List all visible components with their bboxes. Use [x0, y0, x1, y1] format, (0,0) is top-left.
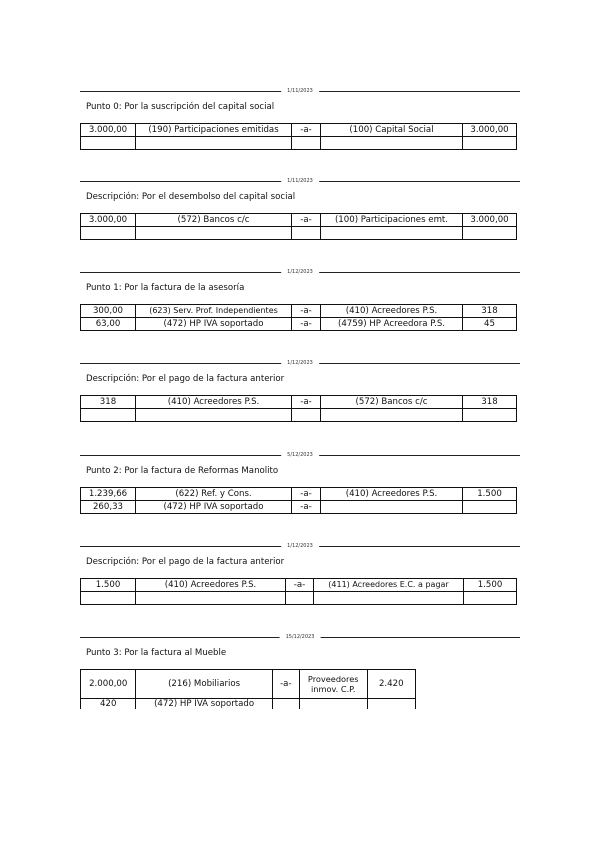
credit-account: (100) Capital Social [321, 124, 463, 137]
table-row [81, 214, 517, 227]
credit-amount [463, 227, 517, 240]
credit-amount: 2.420 [367, 670, 415, 699]
entry-table [80, 395, 517, 422]
debit-account: (410) Acreedores P.S. [136, 396, 292, 409]
entry-description: Punto 2: Por la factura de Reformas Manolito [86, 466, 279, 476]
credit-account: (572) Bancos c/c [321, 396, 463, 409]
credit-amount [463, 501, 517, 514]
debit-amount: 260,33 [81, 501, 136, 514]
entry-description: Punto 3: Por la factura al Mueble [86, 648, 227, 658]
a-separator: -a- [292, 318, 321, 331]
debit-amount: 3.000,00 [81, 124, 136, 137]
a-separator [292, 409, 321, 422]
entry-description: Descripción: Por el pago de la factura anterior [86, 557, 285, 567]
entry-description: Descripción: Por el pago de la factura anterior [86, 374, 285, 384]
debit-account: (622) Ref. y Cons. [136, 488, 292, 501]
a-separator [286, 592, 314, 605]
credit-amount: 318 [463, 396, 517, 409]
a-separator: -a- [292, 305, 321, 318]
debit-amount: 318 [81, 396, 136, 409]
a-separator: -a- [292, 396, 321, 409]
entry-description: Punto 0: Por la suscripción del capital social [86, 102, 275, 112]
table-row [81, 501, 517, 514]
debit-amount: 1.239,66 [81, 488, 136, 501]
credit-amount: 1.500 [464, 579, 517, 592]
entry-date-separator [80, 178, 520, 186]
a-separator: -a- [292, 214, 321, 227]
credit-account [321, 409, 463, 422]
table-row [81, 409, 517, 422]
debit-account: (472) HP IVA soportado [136, 501, 292, 514]
entry-date-separator [80, 543, 520, 551]
debit-amount [81, 409, 136, 422]
entry-date-separator [80, 269, 520, 277]
entry-date: 1/11/2023 [281, 177, 319, 185]
journal-entry [80, 452, 520, 514]
credit-account [321, 501, 463, 514]
debit-amount: 3.000,00 [81, 214, 136, 227]
entry-date: 1/12/2023 [281, 359, 319, 367]
table-row [81, 318, 517, 331]
credit-amount: 1.500 [463, 488, 517, 501]
debit-amount [81, 137, 136, 150]
debit-amount: 420 [81, 699, 136, 710]
entry-table [80, 669, 416, 709]
entry-description: Punto 1: Por la factura de la asesoría [86, 283, 245, 293]
table-row [81, 124, 517, 137]
journal-entry [80, 634, 520, 709]
debit-account: (190) Participaciones emitidas [136, 124, 292, 137]
a-separator: -a- [286, 579, 314, 592]
entry-date-separator [80, 634, 520, 642]
debit-account [136, 592, 286, 605]
debit-account: (572) Bancos c/c [136, 214, 292, 227]
a-separator [292, 137, 321, 150]
entry-date-separator [80, 88, 520, 96]
a-separator [272, 699, 299, 710]
debit-account: (410) Acreedores P.S. [136, 579, 286, 592]
table-row [81, 670, 416, 699]
table-row [81, 592, 517, 605]
credit-account: (100) Participaciones emt. [321, 214, 463, 227]
debit-account: (472) HP IVA soportado [136, 699, 272, 710]
debit-account [136, 409, 292, 422]
credit-amount [463, 137, 517, 150]
entry-date-separator [80, 360, 520, 368]
credit-account: (410) Acreedores P.S. [321, 305, 463, 318]
table-row [81, 699, 416, 710]
credit-account [299, 699, 367, 710]
debit-amount: 300,00 [81, 305, 136, 318]
debit-account [136, 137, 292, 150]
table-row [81, 488, 517, 501]
a-separator: -a- [272, 670, 299, 699]
debit-account: (472) HP IVA soportado [136, 318, 292, 331]
debit-amount [81, 227, 136, 240]
entry-date: 15/12/2023 [280, 633, 321, 641]
journal-entry [80, 360, 520, 422]
debit-amount: 63,00 [81, 318, 136, 331]
table-row [81, 227, 517, 240]
credit-amount: 3.000,00 [463, 214, 517, 227]
entry-date: 5/12/2023 [281, 451, 319, 459]
table-row [81, 137, 517, 150]
debit-account: (216) Mobiliarios [136, 670, 272, 699]
credit-account: (411) Acreedores E.C. a pagar [314, 579, 464, 592]
table-row [81, 579, 517, 592]
journal-entry [80, 543, 520, 605]
debit-amount: 2.000,00 [81, 670, 136, 699]
credit-amount [367, 699, 415, 710]
credit-amount [464, 592, 517, 605]
a-separator: -a- [292, 124, 321, 137]
journal-entry [80, 269, 520, 331]
entry-date: 1/12/2023 [281, 268, 319, 276]
journal-entry [80, 88, 520, 150]
credit-account: Proveedores inmov. C.P. [299, 670, 367, 699]
entry-date-separator [80, 452, 520, 460]
credit-account [321, 227, 463, 240]
debit-amount [81, 592, 136, 605]
table-row [81, 305, 517, 318]
credit-amount: 3.000,00 [463, 124, 517, 137]
entry-date: 1/11/2023 [281, 87, 319, 95]
credit-amount [463, 409, 517, 422]
a-separator [292, 227, 321, 240]
table-row [81, 396, 517, 409]
credit-account: (4759) HP Acreedora P.S. [321, 318, 463, 331]
a-separator: -a- [292, 501, 321, 514]
entry-table [80, 213, 517, 240]
debit-account: (623) Serv. Prof. Independientes [136, 305, 292, 318]
entry-table [80, 123, 517, 150]
entry-table [80, 304, 517, 331]
credit-account: (410) Acreedores P.S. [321, 488, 463, 501]
credit-account [321, 137, 463, 150]
entry-table [80, 578, 517, 605]
journal-entry [80, 178, 520, 240]
entry-description: Descripción: Por el desembolso del capital social [86, 192, 296, 202]
entry-date: 1/12/2023 [281, 542, 319, 550]
credit-amount: 45 [463, 318, 517, 331]
debit-amount: 1.500 [81, 579, 136, 592]
credit-amount: 318 [463, 305, 517, 318]
credit-account [314, 592, 464, 605]
entry-table [80, 487, 517, 514]
a-separator: -a- [292, 488, 321, 501]
debit-account [136, 227, 292, 240]
